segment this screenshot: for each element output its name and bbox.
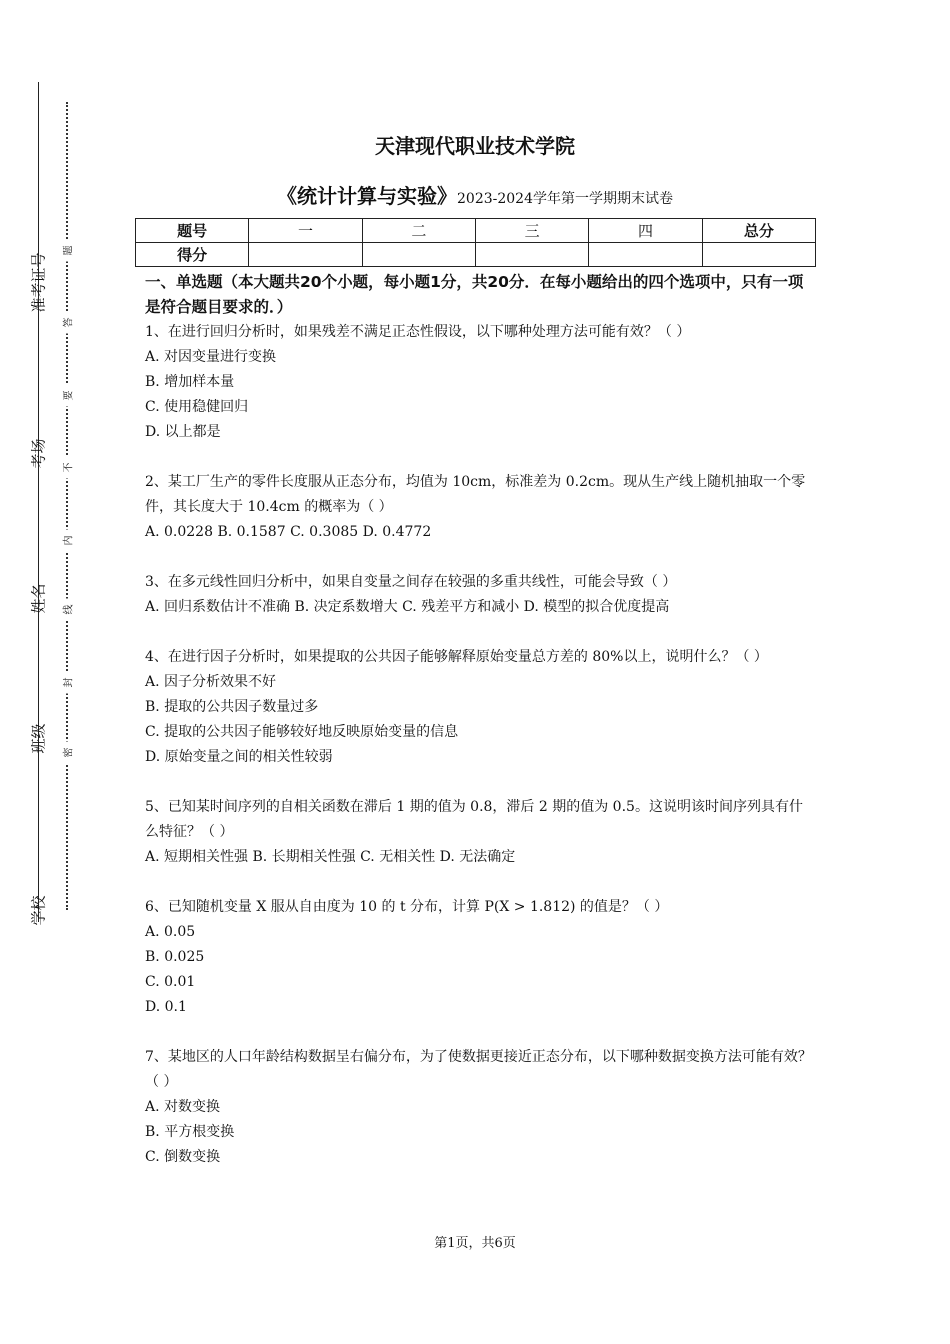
option: C. 0.01 xyxy=(145,974,196,990)
margin-label-class: 班级 xyxy=(29,723,48,754)
seal-char: 内 xyxy=(60,530,75,552)
option: B. 增加样本量 xyxy=(145,374,235,390)
table-cell: 得分 xyxy=(136,243,249,267)
option: A. 短期相关性强 B. 长期相关性强 C. 无相关性 D. 无法确定 xyxy=(145,849,516,865)
school-title: 天津现代职业技术学院 xyxy=(375,134,575,158)
exam-subtitle xyxy=(0,180,950,209)
margin-label-exam-id: 准考证号 xyxy=(29,252,48,313)
table-row xyxy=(136,243,816,267)
question-stem: 3、在多元线性回归分析中，如果自变量之间存在较强的多重共线性，可能会导致（ ） xyxy=(145,574,677,590)
question-3 xyxy=(145,570,813,620)
margin-label-name: 姓名 xyxy=(29,583,48,614)
option: B. 提取的公共因子数量过多 xyxy=(145,699,319,715)
section-heading: 一、单选题（本大题共20个小题，每小题1分，共20分．在每小题给出的四个选项中，只有一项是符合题目要求的．） xyxy=(145,273,804,316)
margin-label-school: 学校 xyxy=(29,895,48,926)
option: A. 对数变换 xyxy=(145,1099,221,1115)
question-stem: 4、在进行因子分析时，如果提取的公共因子能够解释原始变量总方差的 80%以上，说明什么？（ ） xyxy=(145,649,768,665)
option: D. 原始变量之间的相关性较弱 xyxy=(145,749,333,765)
page-footer: 第1页，共6页 xyxy=(434,1236,516,1251)
seal-char: 不 xyxy=(60,457,75,479)
option: A. 回归系数估计不准确 B. 决定系数增大 C. 残差平方和减小 D. 模型的拟合优度提高 xyxy=(145,599,670,615)
seal-char: 答 xyxy=(60,312,75,334)
question-stem: 1、在进行回归分析时，如果残差不满足正态性假设，以下哪种处理方法可能有效？（ ） xyxy=(145,324,691,340)
table-cell: 总分 xyxy=(702,219,815,243)
score-cell xyxy=(362,243,475,267)
option: A. 对因变量进行变换 xyxy=(145,349,277,365)
question-7 xyxy=(145,1045,813,1170)
option: A. 0.0228 B. 0.1587 C. 0.3085 D. 0.4772 xyxy=(145,524,432,540)
score-table xyxy=(135,218,816,267)
option: C. 倒数变换 xyxy=(145,1149,221,1165)
seal-char: 题 xyxy=(60,240,75,262)
table-cell: 四 xyxy=(589,219,702,243)
question-stem: 7、某地区的人口年龄结构数据呈右偏分布，为了使数据更接近正态分布，以下哪种数据变换方法可能有效？（ ） xyxy=(145,1049,812,1090)
option: C. 提取的公共因子能够较好地反映原始变量的信息 xyxy=(145,724,459,740)
option: D. 0.1 xyxy=(145,999,187,1015)
score-cell xyxy=(589,243,702,267)
table-cell: 一 xyxy=(249,219,362,243)
question-stem: 2、某工厂生产的零件长度服从正态分布，均值为 10cm，标准差为 0.2cm。现从生产线上随机抽取一个零件，其长度大于 10.4cm 的概率为（ ） xyxy=(145,474,806,515)
margin-label-exam-room: 考场 xyxy=(29,438,48,469)
table-cell: 三 xyxy=(475,219,588,243)
course-name: 《统计计算与实验》 xyxy=(277,184,457,208)
score-cell xyxy=(702,243,815,267)
option: C. 使用稳健回归 xyxy=(145,399,249,415)
option: A. 因子分析效果不好 xyxy=(145,674,277,690)
seal-dotted-line xyxy=(66,102,68,910)
option: D. 以上都是 xyxy=(145,424,221,440)
question-1 xyxy=(145,320,813,445)
seal-char: 要 xyxy=(60,385,75,407)
option: A. 0.05 xyxy=(145,924,196,940)
table-row xyxy=(136,219,816,243)
question-6 xyxy=(145,895,813,1020)
question-2 xyxy=(145,470,813,545)
score-cell xyxy=(249,243,362,267)
exam-term: 2023-2024学年第一学期期末试卷 xyxy=(457,191,673,207)
question-5 xyxy=(145,795,813,870)
score-cell xyxy=(475,243,588,267)
seal-char: 密 xyxy=(60,742,75,764)
question-4 xyxy=(145,645,813,770)
table-cell: 二 xyxy=(362,219,475,243)
question-list xyxy=(145,320,813,1195)
option: B. 平方根变换 xyxy=(145,1124,235,1140)
seal-char: 封 xyxy=(60,672,75,694)
question-stem: 6、已知随机变量 X 服从自由度为 10 的 t 分布，计算 P(X > 1.812) 的值是？（ ） xyxy=(145,899,669,915)
table-cell: 题号 xyxy=(136,219,249,243)
question-stem: 5、已知某时间序列的自相关函数在滞后 1 期的值为 0.8，滞后 2 期的值为 0.5。这说明该时间序列具有什么特征？（ ） xyxy=(145,799,803,840)
option: B. 0.025 xyxy=(145,949,205,965)
seal-char: 线 xyxy=(60,599,75,621)
